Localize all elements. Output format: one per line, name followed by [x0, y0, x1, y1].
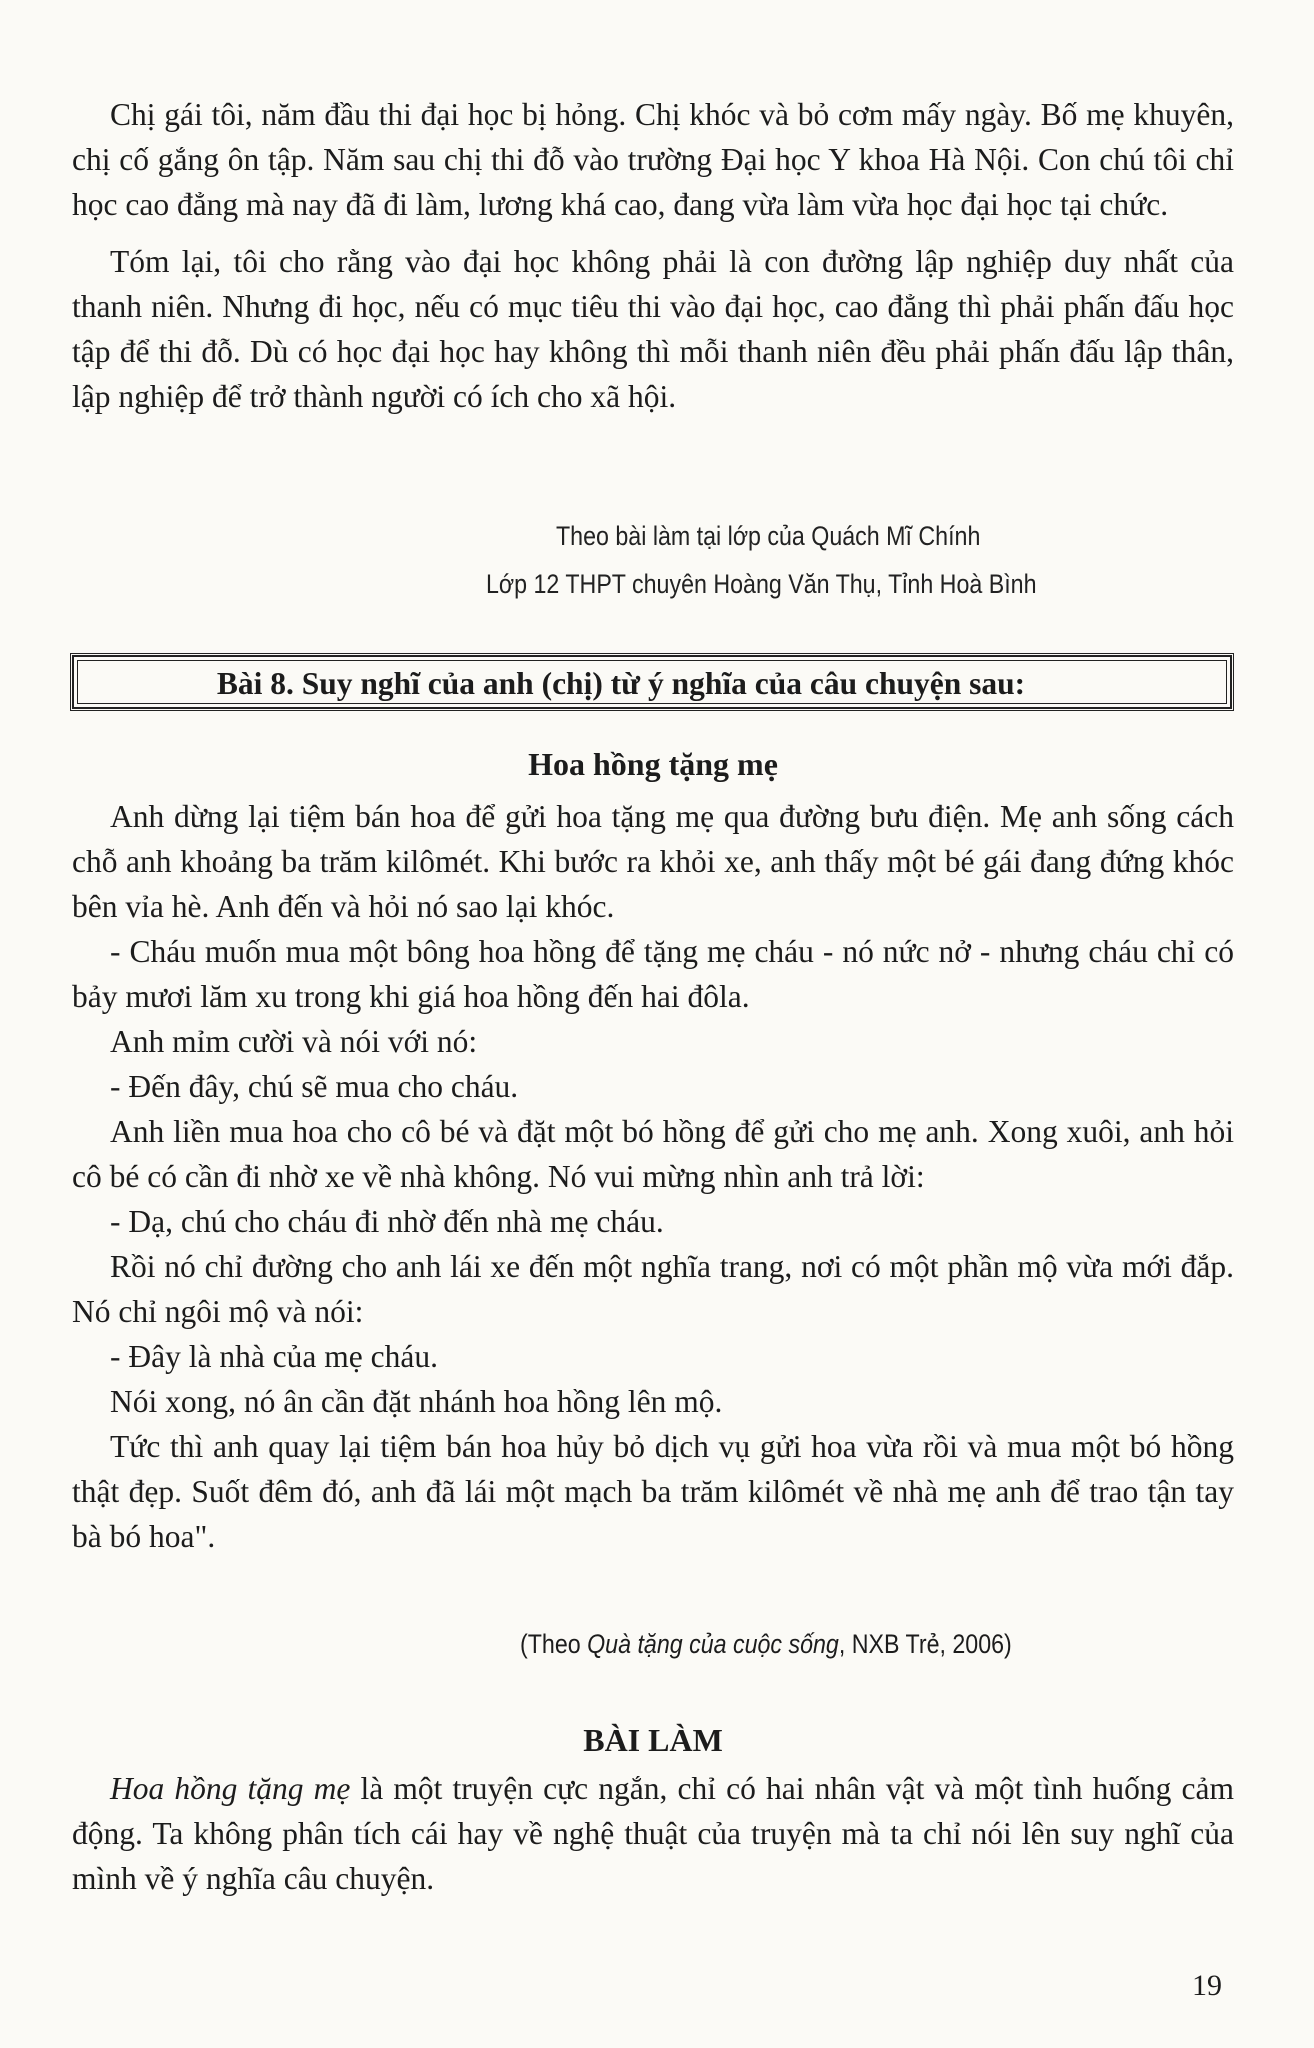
story-paragraph: - Đây là nhà của mẹ cháu. — [110, 1339, 438, 1374]
story-paragraph: Tức thì anh quay lại tiệm bán hoa hủy bỏ dịch vụ gửi hoa vừa rồi và mua một bó hồng thật đẹp. Suốt đêm đó, anh đã lái một mạch ba trăm kilômét về nhà mẹ anh để trao tận tay bà bó hoa". — [72, 1429, 1234, 1554]
answer-text: là một truyện cực ngắn, chỉ có hai nhân vật và một tình huống cảm động. Ta không phân tích cái hay về nghệ thuật của truyện mà ta chỉ nói lên suy nghĩ của mình về ý nghĩa câu chuyện. — [72, 1771, 1235, 1896]
exercise-title: Bài 8. Suy nghĩ của anh (chị) từ ý nghĩa của câu chuyện sau: — [216, 666, 1026, 701]
answer-italic-title: Hoa hồng tặng mẹ — [110, 1771, 351, 1806]
story-paragraph: Anh liền mua hoa cho cô bé và đặt một bó hồng để gửi cho mẹ anh. Xong xuôi, anh hỏi cô bé có cần đi nhờ xe về nhà không. Nó vui mừng nhìn anh trả lời: — [72, 1114, 1234, 1194]
answer-heading: BÀI LÀM — [583, 1722, 723, 1758]
answer-paragraph — [72, 1766, 1234, 1901]
story-paragraph: - Dạ, chú cho cháu đi nhờ đến nhà mẹ cháu. — [110, 1204, 664, 1239]
story-paragraph: - Đến đây, chú sẽ mua cho cháu. — [110, 1069, 519, 1104]
top-section — [72, 92, 1234, 419]
answer-section — [72, 1766, 1234, 1901]
page-number: 19 — [1192, 1969, 1222, 2002]
paragraph-sister-exam: Chị gái tôi, năm đầu thi đại học bị hỏng. Chị khóc và bỏ cơm mấy ngày. Bố mẹ khuyên, chị cố gắng ôn tập. Năm sau chị thi đỗ vào trường Đại học Y khoa Hà Nội. Con chú tôi chỉ học cao đẳng mà nay đã đi làm, lương khá cao, đang vừa làm vừa học đại học tại chức. — [72, 97, 1234, 222]
story-body — [72, 794, 1234, 1559]
story-title: Hoa hồng tặng mẹ — [528, 746, 778, 782]
source-book-title: Quà tặng của cuộc sống — [587, 1629, 839, 1659]
story-paragraph: Anh mỉm cười và nói với nó: — [110, 1024, 478, 1059]
paragraph-conclusion: Tóm lại, tôi cho rằng vào đại học không phải là con đường lập nghiệp duy nhất của thanh niên. Nhưng đi học, nếu có mục tiêu thi vào đại học, cao đẳng thì phải phấn đấu học tập để thi đỗ. Dù có học đại học hay không thì mỗi thanh niên đều phải phấn đấu lập thân, lập nghiệp để trở thành người có ích cho xã hội. — [72, 244, 1234, 414]
story-source — [520, 1622, 1012, 1666]
story-paragraph: Rồi nó chỉ đường cho anh lái xe đến một nghĩa trang, nơi có một phần mộ vừa mới đắp. Nó chỉ ngôi mộ và nói: — [72, 1249, 1234, 1329]
story-paragraph: Nói xong, nó ân cần đặt nhánh hoa hồng lên mộ. — [110, 1384, 723, 1419]
source-suffix: , NXB Trẻ, 2006) — [838, 1629, 1012, 1659]
attribution-line-1: Theo bài làm tại lớp của Quách Mĩ Chính — [556, 521, 981, 551]
attribution-line-2: Lớp 12 THPT chuyên Hoàng Văn Thụ, Tỉnh Hoà Bình — [486, 569, 1037, 599]
story-paragraph: - Cháu muốn mua một bông hoa hồng để tặng mẹ cháu - nó nức nở - nhưng cháu chỉ có bảy mươi lăm xu trong khi giá hoa hồng đến hai đôla. — [72, 934, 1234, 1014]
story-paragraph: Anh dừng lại tiệm bán hoa để gửi hoa tặng mẹ qua đường bưu điện. Mẹ anh sống cách chỗ anh khoảng ba trăm kilômét. Khi bước ra khỏi xe, anh thấy một bé gái đang đứng khóc bên vỉa hè. Anh đến và hỏi nó sao lại khóc. — [72, 799, 1234, 924]
source-prefix: (Theo — [520, 1629, 588, 1659]
